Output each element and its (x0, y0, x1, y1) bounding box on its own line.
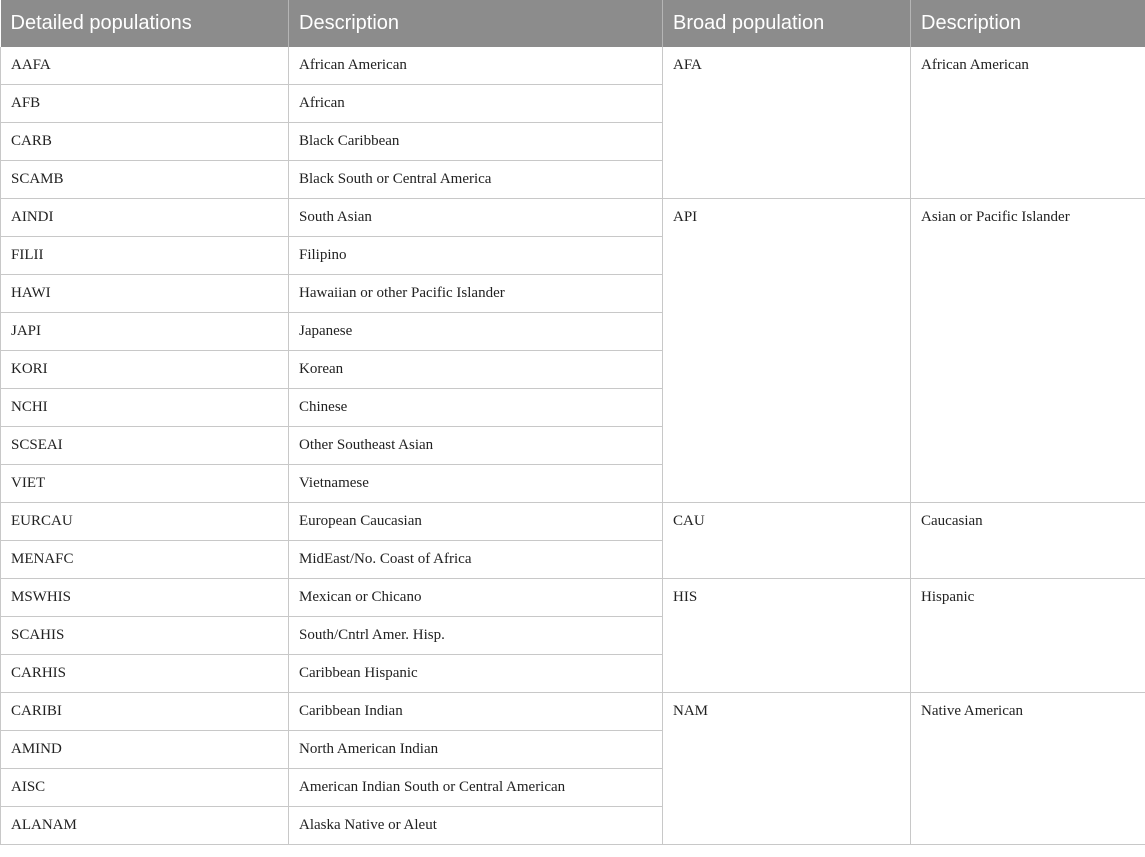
table-row (1, 503, 1145, 541)
detailed-description: Caribbean Hispanic (289, 655, 663, 693)
detailed-code: KORI (1, 351, 289, 389)
detailed-code: HAWI (1, 275, 289, 313)
detailed-description: Mexican or Chicano (289, 579, 663, 617)
detailed-description: Black Caribbean (289, 123, 663, 161)
detailed-code: JAPI (1, 313, 289, 351)
table-body (1, 47, 1145, 845)
broad-code: NAM (663, 693, 911, 845)
broad-code: AFA (663, 47, 911, 199)
header-broad-description: Description (911, 0, 1145, 47)
detailed-code: MSWHIS (1, 579, 289, 617)
broad-description: Hispanic (911, 579, 1145, 693)
detailed-description: North American Indian (289, 731, 663, 769)
detailed-code: CARIBI (1, 693, 289, 731)
detailed-code: AMIND (1, 731, 289, 769)
detailed-description: South/Cntrl Amer. Hisp. (289, 617, 663, 655)
detailed-description: African (289, 85, 663, 123)
detailed-description: American Indian South or Central American (289, 769, 663, 807)
table-row (1, 47, 1145, 85)
detailed-description: Black South or Central America (289, 161, 663, 199)
broad-code: HIS (663, 579, 911, 693)
broad-code: API (663, 199, 911, 503)
detailed-description: South Asian (289, 199, 663, 237)
detailed-code: NCHI (1, 389, 289, 427)
detailed-description: Chinese (289, 389, 663, 427)
detailed-description: European Caucasian (289, 503, 663, 541)
detailed-code: AFB (1, 85, 289, 123)
detailed-description: African American (289, 47, 663, 85)
detailed-code: SCSEAI (1, 427, 289, 465)
detailed-code: VIET (1, 465, 289, 503)
detailed-description: Korean (289, 351, 663, 389)
detailed-code: MENAFC (1, 541, 289, 579)
detailed-description: Vietnamese (289, 465, 663, 503)
header-detailed-populations: Detailed populations (1, 0, 289, 47)
detailed-code: CARB (1, 123, 289, 161)
table-row (1, 199, 1145, 237)
table-row (1, 693, 1145, 731)
broad-code: CAU (663, 503, 911, 579)
broad-description: Asian or Pacific Islander (911, 199, 1145, 503)
detailed-code: AAFA (1, 47, 289, 85)
detailed-description: Japanese (289, 313, 663, 351)
detailed-description: Hawaiian or other Pacific Islander (289, 275, 663, 313)
table-header (1, 0, 1145, 47)
detailed-code: ALANAM (1, 807, 289, 845)
detailed-code: AISC (1, 769, 289, 807)
detailed-description: Caribbean Indian (289, 693, 663, 731)
detailed-description: MidEast/No. Coast of Africa (289, 541, 663, 579)
detailed-code: SCAHIS (1, 617, 289, 655)
broad-description: Native American (911, 693, 1145, 845)
detailed-code: EURCAU (1, 503, 289, 541)
header-broad-population: Broad population (663, 0, 911, 47)
detailed-code: AINDI (1, 199, 289, 237)
detailed-description: Filipino (289, 237, 663, 275)
broad-description: Caucasian (911, 503, 1145, 579)
header-row (1, 0, 1145, 47)
detailed-code: FILII (1, 237, 289, 275)
broad-description: African American (911, 47, 1145, 199)
detailed-description: Alaska Native or Aleut (289, 807, 663, 845)
detailed-code: SCAMB (1, 161, 289, 199)
header-detailed-description: Description (289, 0, 663, 47)
detailed-description: Other Southeast Asian (289, 427, 663, 465)
table-row (1, 579, 1145, 617)
detailed-code: CARHIS (1, 655, 289, 693)
